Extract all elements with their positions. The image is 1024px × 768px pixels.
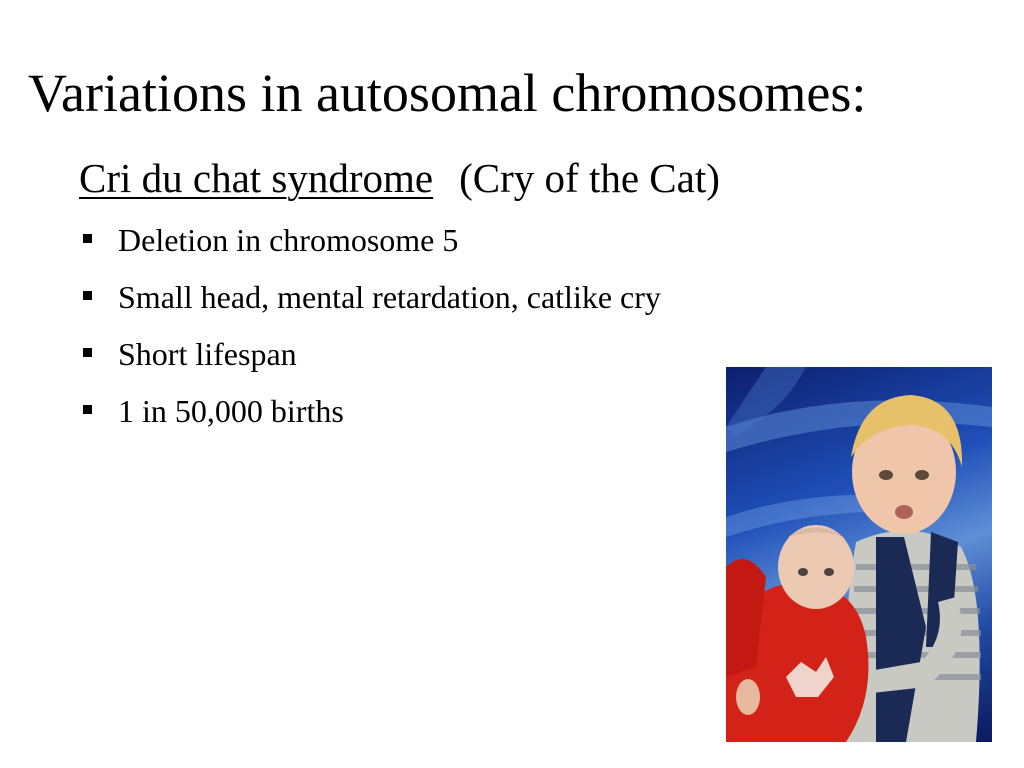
children-photo <box>726 367 992 742</box>
slide-subtitle <box>79 153 720 203</box>
bullet-text: Short lifespan <box>118 336 297 372</box>
syndrome-name: Cri du chat syndrome <box>79 155 434 201</box>
square-bullet-icon <box>83 348 92 357</box>
slide-title: Variations in autosomal chromosomes: <box>28 63 867 123</box>
bullet-text: Small head, mental retardation, catlike cry <box>118 279 661 315</box>
square-bullet-icon <box>83 234 92 243</box>
bullet-text: 1 in 50,000 births <box>118 393 344 429</box>
square-bullet-icon <box>83 291 92 300</box>
syndrome-nickname: (Cry of the Cat) <box>459 155 720 201</box>
bullet-text: Deletion in chromosome 5 <box>118 222 459 258</box>
square-bullet-icon <box>83 405 92 414</box>
